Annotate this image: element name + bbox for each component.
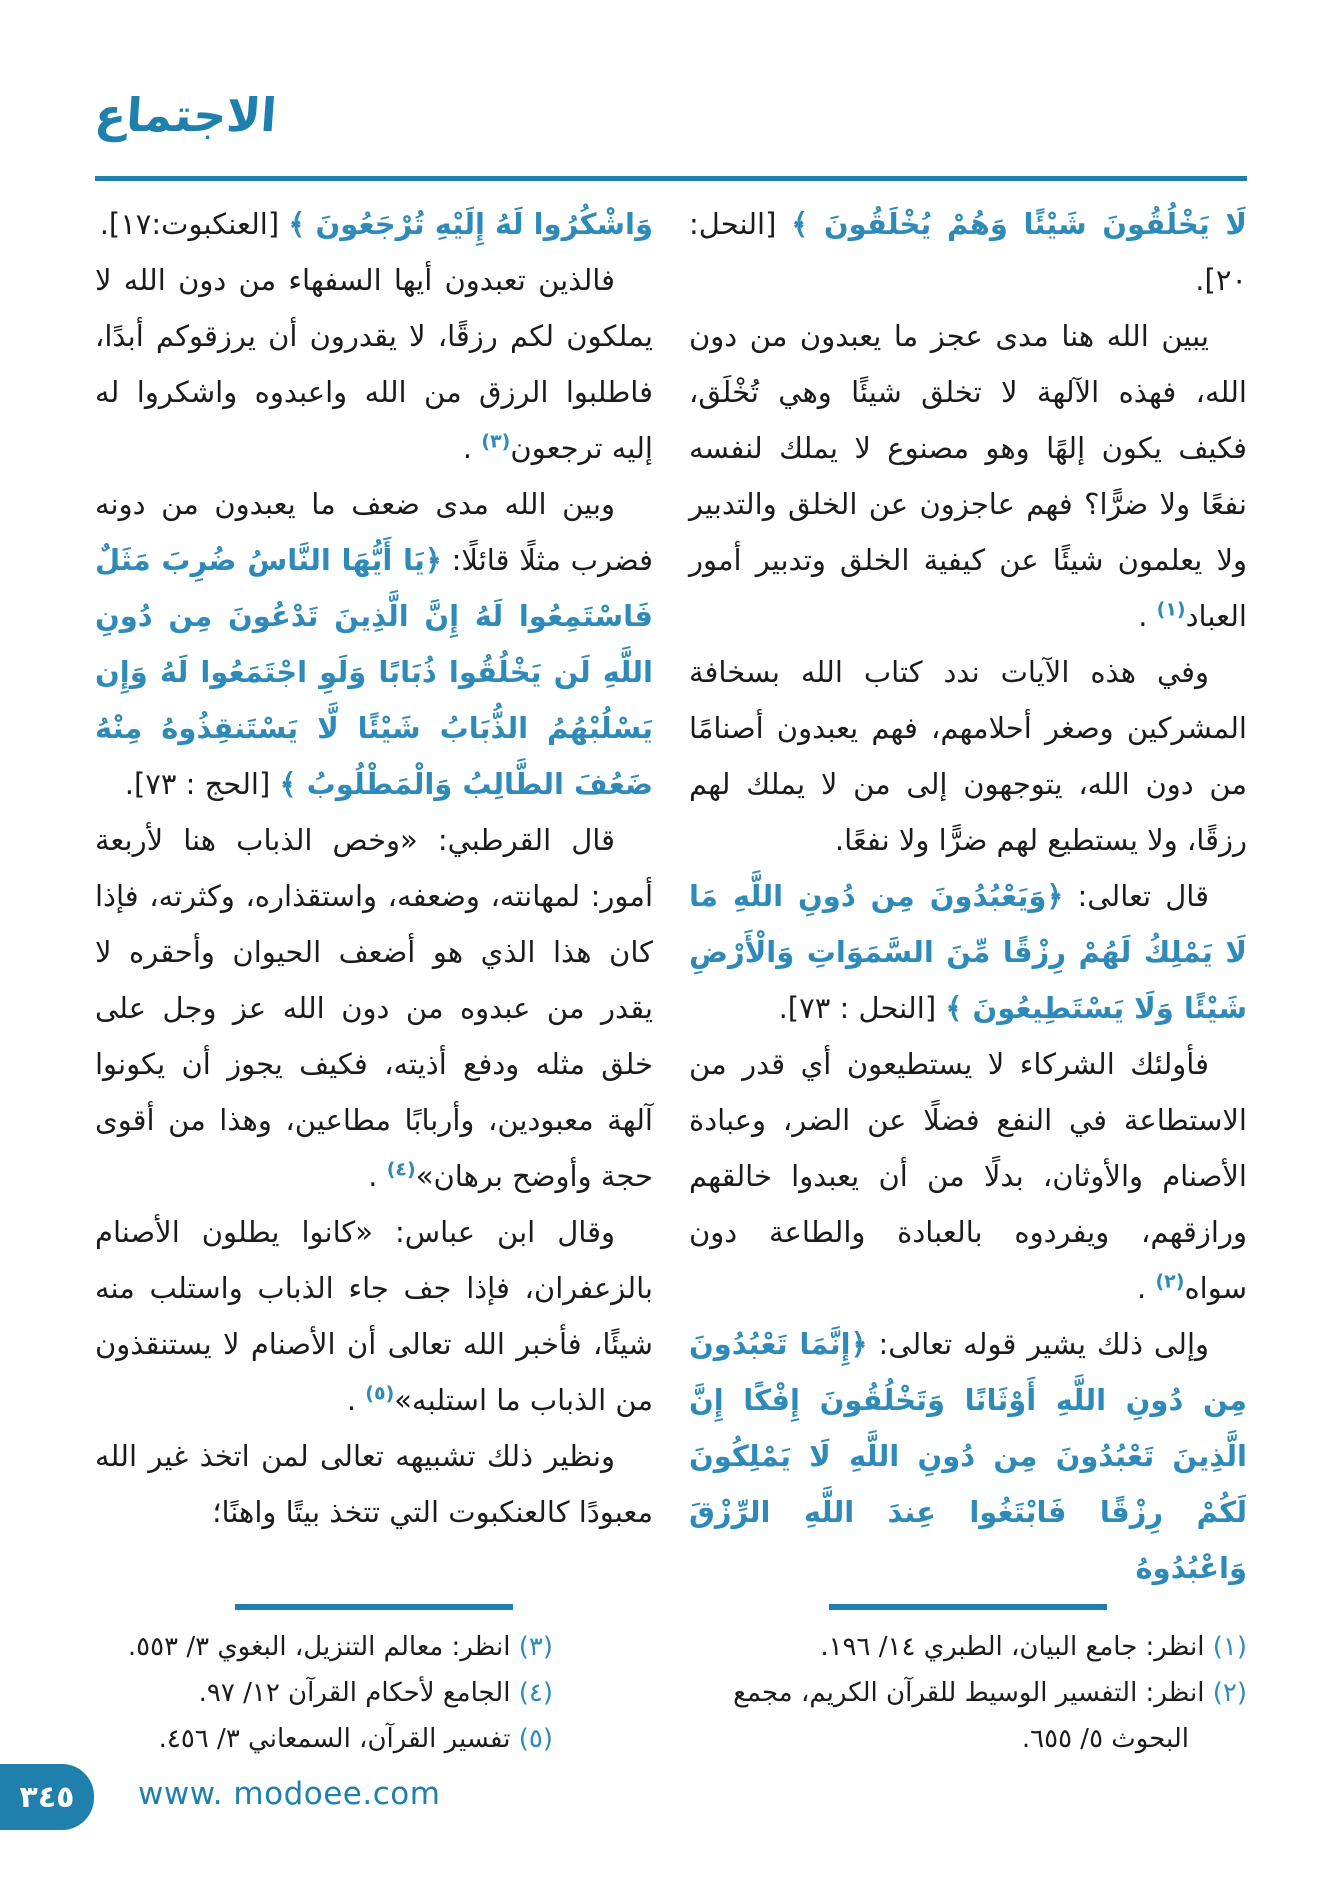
body-text: وبين الله مدى ضعف ما يعبدون من دونه فضرب مثلًا قائلًا: [95,487,653,577]
column-right-footnotes [689,1624,1247,1762]
page-number-badge [0,1764,94,1830]
footnote-number: (٢) [1204,1678,1247,1708]
paragraph [689,868,1247,1036]
body-text: . [368,1159,387,1193]
footnote-separator [235,1604,513,1610]
footnote-text: الجامع لأحكام القرآن ١٢/ ٩٧. [198,1678,511,1708]
body-text: . [346,1383,366,1417]
footnote-number: (٥) [510,1724,553,1754]
footnote [689,1624,1247,1670]
body-text: وقال ابن عباس: «كانوا يطلون الأصنام بالزعفران، فإذا جف جاء الذباب واستلب منه شيئًا، فأخبر الله تعالى أن الأصنام لا يستنقذون من الذباب ما استلبه» [95,1215,653,1417]
paragraph [95,196,653,252]
body-text: . [1137,1271,1156,1305]
column-right [689,196,1247,1762]
paragraph [95,812,653,1204]
paragraph [95,476,653,812]
header-rule [95,176,1247,181]
paragraph [689,644,1247,868]
body-text: . [462,431,482,465]
quran-verse: ﴿وَيَعْبُدُونَ مِن دُونِ اللَّهِ مَا لَا يَمْلِكُ لَهُمْ رِزْقًا مِّنَ السَّمَوَاتِ وَالْأَرْضِ شَيْئًا وَلَا يَسْتَطِيعُونَ ﴾ [689,879,1247,1025]
quran-verse: لَا يَخْلُقُونَ شَيْئًا وَهُمْ يُخْلَقُونَ ﴾ [791,207,1247,241]
verse-citation: [النحل: ٢٠]. [689,207,1247,297]
paragraph [689,1316,1247,1596]
column-left-footnotes [95,1624,653,1762]
footnote-ref: (٣) [481,430,511,453]
footnote-ref: (٢) [1155,1270,1185,1293]
footnote-text: انظر: جامع البيان، الطبري ١٤/ ١٩٦. [820,1632,1205,1662]
footnote-text: انظر: التفسير الوسيط للقرآن الكريم، مجمع البحوث ٥/ ٦٥٥. [733,1678,1205,1754]
quran-verse: ﴿يَا أَيُّهَا النَّاسُ ضُرِبَ مَثَلٌ فَاسْتَمِعُوا لَهُ إِنَّ الَّذِينَ تَدْعُونَ مِن دُونِ اللَّهِ لَن يَخْلُقُوا ذُبَابًا وَلَوِ اجْتَمَعُوا لَهُ وَإِن يَسْلُبْهُمُ الذُّبَابُ شَيْئًا لَّا يَسْتَنقِذُوهُ مِنْهُ ضَعُفَ الطَّالِبُ وَالْمَطْلُوبُ ﴾ [95,543,653,801]
text-columns [95,196,1247,1762]
page-header-title: الاجتماع [93,88,279,142]
paragraph [95,252,653,476]
footnote [95,1624,553,1670]
column-left [95,196,653,1762]
page-number: ٣٤٥ [19,1779,75,1815]
body-text: ونظير ذلك تشبيهه تعالى لمن اتخذ غير الله معبودًا كالعنكبوت التي تتخذ بيتًا واهنًا؛ [95,1439,653,1529]
body-text: فأولئك الشركاء لا يستطيعون أي قدر من الاستطاعة في النفع فضلًا عن الضر، وعبادة الأصنام والأوثان، بدلًا من أن يعبدوا خالقهم ورازقهم، ويفردوه بالعبادة والطاعة دون سواه [689,1047,1247,1305]
body-text: قال القرطبي: «وخص الذباب هنا لأربعة أمور: لمهانته، وضعفه، واستقذاره، وكثرته، فإذا كان هذا الذي هو أضعف الحيوان وأحقره لا يقدر من عبدوه من دون الله عز وجل على خلق مثله ودفع أذيته، فكيف يجوز أن يكونوا آلهة معبودين، وأربابًا مطاعين، وهذا من أقوى حجة وأوضح برهان» [95,823,653,1193]
quran-verse: ﴿إِنَّمَا تَعْبُدُونَ مِن دُونِ اللَّهِ أَوْثَانًا وَتَخْلُقُونَ إِفْكًا إِنَّ الَّذِينَ تَعْبُدُونَ مِن دُونِ اللَّهِ لَا يَمْلِكُونَ لَكُمْ رِزْقًا فَابْتَغُوا عِندَ اللَّهِ الرِّزْقَ وَاعْبُدُوهُ [689,1327,1247,1585]
footnote-separator [829,1604,1107,1610]
body-text: فالذين تعبدون أيها السفهاء من دون الله لا يملكون لكم رزقًا، لا يقدرون أن يرزقوكم أبدًا، فاطلبوا الرزق من الله واعبدوه واشكروا له إليه ترجعون [95,263,653,465]
column-left-paragraphs [95,196,653,1540]
column-right-paragraphs [689,196,1247,1596]
verse-citation: [الحج : ٧٣]. [124,767,280,801]
paragraph [95,1204,653,1428]
footnote-text: تفسير القرآن، السمعاني ٣/ ٤٥٦. [158,1724,511,1754]
footnote-ref: (١) [1156,598,1186,621]
verse-citation: [العنكبوت:١٧]. [99,207,289,241]
body-text: وفي هذه الآيات ندد كتاب الله بسخافة المشركين وصغر أحلامهم، فهم يعبدون أصنامًا من دون الله، يتوجهون إلى من لا يملك لهم رزقًا، ولا يستطيع لهم ضرًّا ولا نفعًا. [689,655,1247,857]
footnote-ref: (٥) [365,1382,395,1405]
column-left-footnote-block [95,1604,653,1762]
paragraph [689,1036,1247,1316]
paragraph [95,1428,653,1540]
paragraph [689,196,1247,308]
column-right-footnote-block [689,1604,1247,1762]
paragraph [689,308,1247,644]
footnote-number: (١) [1204,1632,1247,1662]
body-text: وإلى ذلك يشير قوله تعالى: [867,1327,1210,1361]
body-text: . [1138,599,1157,633]
footnote-number: (٣) [510,1632,553,1662]
footnote [689,1670,1247,1762]
footnote-number: (٤) [510,1678,553,1708]
body-text: يبين الله هنا مدى عجز ما يعبدون من دون الله، فهذه الآلهة لا تخلق شيئًا وهي تُخْلَق، فكيف يكون إلهًا وهو مصنوع لا يملك لنفسه نفعًا ولا ضرًّا؟ فهم عاجزون عن الخلق والتدبير ولا يعلمون شيئًا عن كيفية الخلق وتدبير أمور العباد [689,319,1247,633]
website-url: www. modoee.com [138,1776,441,1812]
footnote-ref: (٤) [386,1158,416,1181]
quran-verse: وَاشْكُرُوا لَهُ إِلَيْهِ تُرْجَعُونَ ﴾ [288,207,653,241]
footnote-text: انظر: معالم التنزيل، البغوي ٣/ ٥٥٣. [127,1632,511,1662]
footnote [95,1716,553,1762]
body-text: قال تعالى: [1063,879,1209,913]
footnote [95,1670,553,1716]
verse-citation: [النحل : ٧٣]. [778,991,946,1025]
